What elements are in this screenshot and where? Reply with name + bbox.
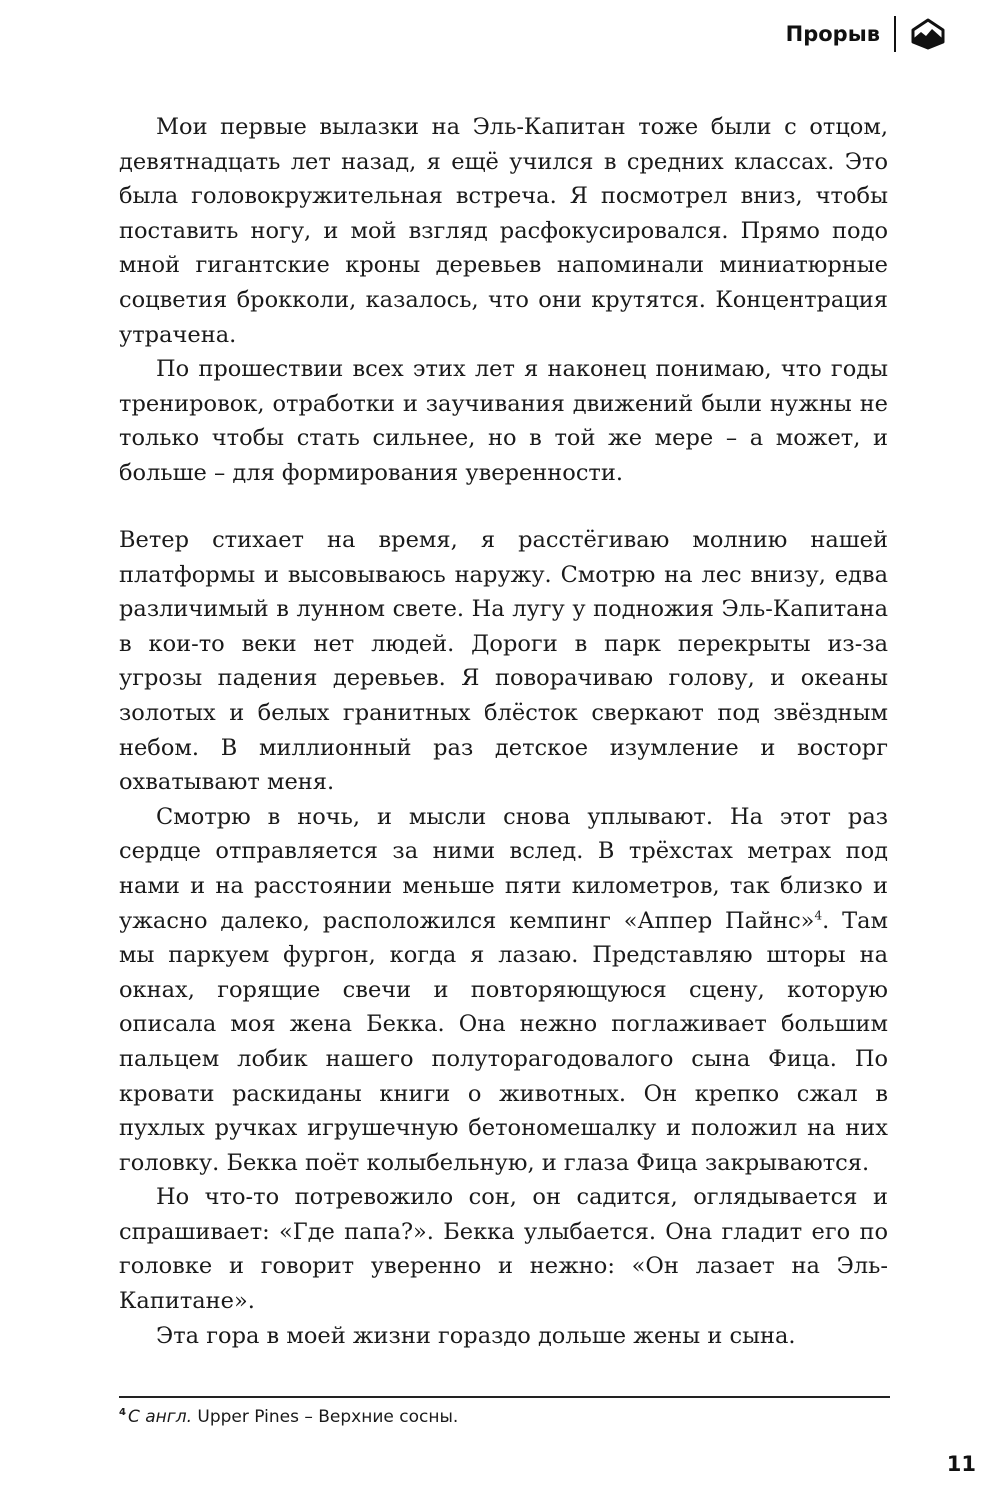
paragraph: [119, 800, 888, 1181]
paragraph: Мои первые вылазки на Эль-Капитан тоже были с отцом, девятнадцать лет назад, я ещё учился в средних классах. Это была головокружительная встреча. Я посмотрел вниз, чтобы поставить ногу, и мой взгляд расфокусировался. Прямо подо мной гигантские кроны деревьев напоминали миниатюрные соцветия брокколи, казалось, что они крутятся. Концентрация утрачена.: [119, 114, 888, 348]
text-block-1: [119, 110, 888, 491]
running-title: Прорыв: [785, 22, 880, 46]
paragraph-text: . Там мы паркуем фургон, когда я лазаю. Представляю шторы на окнах, горящие свечи и повторяющуюся сцену, которую описала моя жена Бекка. Она нежно поглаживает большим пальцем лобик нашего полуторагодовалого сына Фица. По кровати раскиданы книги о животных. Он крепко сжал в пухлых ручках игрушечную бетономешалку и положил на них головку. Бекка поёт колыбельную, и глаза Фица закрываются.: [119, 907, 889, 1176]
footnote-divider: [119, 1396, 890, 1398]
running-head: [786, 14, 948, 54]
text-block-2: [119, 523, 888, 1353]
paragraph: По прошествии всех этих лет я наконец понимаю, что годы тренировок, отработки и заучивания движений были нужны не только чтобы стать сильнее, но в той же мере – а может, и больше – для формирования уверенности.: [119, 356, 888, 486]
footnote-text: Upper Pines – Верхние сосны.: [191, 1407, 459, 1427]
paragraph: Ветер стихает на время, я расстёгиваю молнию нашей платформы и высовываюсь наружу. Смотрю на лес внизу, едва различимый в лунном свете. На лугу у подножия Эль-Капитана в кои-то веки нет людей. Дороги в парк перекрыты из-за угрозы падения деревьев. Я поворачиваю голову, и океаны золотых и белых гранитных блёсток сверкают под звёздным небом. В миллионный раз детское изумление и восторг охватывают меня.: [119, 527, 888, 796]
footnote-reference[interactable]: 4: [814, 908, 823, 923]
footnote-marker: 4: [119, 1407, 126, 1419]
mountain-logo-icon: [908, 17, 948, 51]
paragraph: Но что-то потревожило сон, он садится, оглядывается и спрашивает: «Где папа?». Бекка улыбается. Она гладит его по головке и говорит уверенно и нежно: «Он лазает на Эль-Капитане».: [119, 1184, 888, 1315]
header-divider: [894, 16, 896, 52]
footnote-lead: С англ.: [127, 1407, 192, 1427]
paragraph-text: Смотрю в ночь, и мысли снова уплывают. На этот раз сердце отправляется за ними вслед. В трёхстах метрах под нами и на расстоянии меньше пяти километров, так близко и ужасно далеко, расположился кемпинг «Аппер Пайнс»: [119, 803, 888, 934]
paragraph: Эта гора в моей жизни гораздо дольше жены и сына.: [156, 1322, 796, 1349]
page-number: 11: [946, 1452, 976, 1476]
footnote: [119, 1407, 458, 1427]
